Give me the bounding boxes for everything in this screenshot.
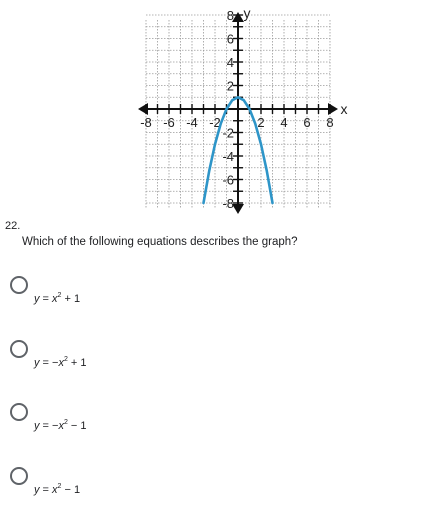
option-4[interactable] xyxy=(10,467,430,507)
option-exponent: 2 xyxy=(63,356,68,363)
x-tick-label: 8 xyxy=(326,115,334,130)
question-text: Which of the following equations describes the graph? xyxy=(22,236,298,248)
option-label xyxy=(34,420,87,432)
radio-button[interactable] xyxy=(10,340,28,358)
radio-button[interactable] xyxy=(10,467,28,485)
option-exponent: 2 xyxy=(63,419,68,426)
y-tick-label: -2 xyxy=(222,125,234,141)
option-eq: = xyxy=(39,484,53,496)
option-rest: − 1 xyxy=(67,420,87,432)
option-label xyxy=(34,293,80,305)
option-term: x xyxy=(58,420,64,432)
x-tick-label: -2 xyxy=(209,115,221,130)
option-label xyxy=(34,484,80,496)
option-rest: + 1 xyxy=(61,293,81,305)
question-number: 22. xyxy=(5,220,21,232)
option-eq: = − xyxy=(39,420,59,432)
option-term: x xyxy=(52,484,58,496)
option-exponent: 2 xyxy=(57,292,62,299)
option-term: x xyxy=(58,357,64,369)
option-lhs: y xyxy=(34,484,40,496)
option-eq: = − xyxy=(39,357,59,369)
y-axis-label: y xyxy=(243,8,251,21)
option-exponent: 2 xyxy=(57,483,62,490)
x-tick-label: -4 xyxy=(186,115,198,130)
option-lhs: y xyxy=(34,293,40,305)
x-tick-label: -6 xyxy=(163,115,175,130)
y-tick-label: -6 xyxy=(222,172,234,188)
x-tick-label: 4 xyxy=(280,115,288,130)
radio-button[interactable] xyxy=(10,403,28,421)
x-axis-label: x xyxy=(340,101,348,117)
option-term: x xyxy=(52,293,58,305)
y-tick-label: 2 xyxy=(226,78,234,94)
option-rest: − 1 xyxy=(61,484,81,496)
option-2[interactable] xyxy=(10,340,430,380)
parabola-graph xyxy=(138,8,350,214)
option-lhs: y xyxy=(34,357,40,369)
x-tick-label: -8 xyxy=(140,115,152,130)
y-tick-label: 4 xyxy=(226,55,234,70)
option-rest: + 1 xyxy=(67,357,87,369)
radio-button[interactable] xyxy=(10,276,28,294)
option-eq: = xyxy=(39,293,53,305)
option-3[interactable] xyxy=(10,403,430,443)
y-tick-label: -4 xyxy=(222,149,234,164)
option-1[interactable] xyxy=(10,276,430,316)
graph-svg xyxy=(138,8,350,214)
option-lhs: y xyxy=(34,420,40,432)
x-tick-label: 2 xyxy=(257,115,265,130)
x-tick-label: 6 xyxy=(303,115,311,130)
option-label xyxy=(34,357,87,369)
y-tick-label: 8 xyxy=(226,8,234,23)
y-tick-label: 6 xyxy=(226,31,234,47)
y-tick-label: -8 xyxy=(222,196,234,211)
